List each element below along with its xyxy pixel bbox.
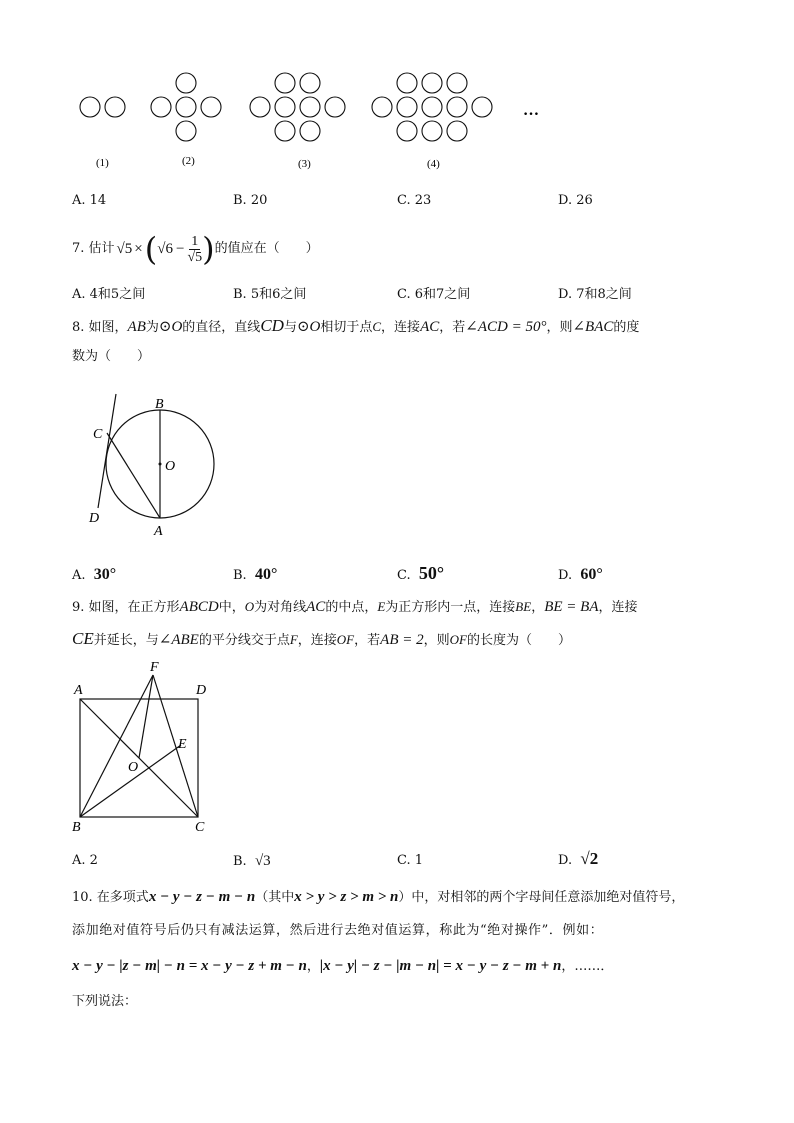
- q9-option-value: √3: [254, 853, 271, 869]
- q7-suffix: 的值应在（ ）: [214, 241, 319, 256]
- q7-option-c[interactable]: C. 6和7之间: [397, 287, 471, 302]
- q8-label-b: B: [155, 397, 164, 412]
- pattern-2-circle: [201, 97, 221, 117]
- q9-option-value: 2: [89, 853, 98, 868]
- q9-text: 为对角线: [254, 600, 307, 615]
- q9-text: 中，: [218, 600, 245, 615]
- q9-label-c: C: [195, 820, 205, 835]
- pattern-3-circle: [300, 121, 320, 141]
- q9-math-e: E: [377, 599, 386, 614]
- q8-math-c: C: [372, 319, 382, 334]
- q9-label-o: O: [128, 760, 139, 775]
- q9-stem-line1: [72, 598, 638, 617]
- pattern-3-circle: [300, 73, 320, 93]
- q9-option-value: 1: [414, 853, 424, 868]
- q7-sqrt5: √5: [116, 241, 133, 257]
- q9-option-letter: C.: [397, 853, 411, 868]
- pattern-3-circle: [275, 73, 295, 93]
- pattern-1-circle: [105, 97, 125, 117]
- q8-option-b[interactable]: [233, 566, 277, 585]
- q10-polynomial: x − y − z − m − n: [148, 889, 256, 905]
- pattern-3-circle: [325, 97, 345, 117]
- q9-text: 的平分线交于点: [198, 633, 290, 648]
- q7-option-b[interactable]: B. 5和6之间: [233, 287, 307, 302]
- q7-left-paren: (: [144, 230, 158, 268]
- q10-stem-line1: [72, 888, 684, 907]
- pattern-caption: (3): [298, 158, 311, 170]
- q8-math-angle-acd: ∠ACD = 50°: [465, 319, 547, 335]
- q9-text: 的长度为（ ）: [466, 633, 571, 648]
- q9-math-f: F: [289, 632, 298, 647]
- q7-times: ×: [134, 241, 143, 257]
- q9-label-a: A: [74, 683, 83, 698]
- q9-text: 的中点，: [325, 600, 378, 615]
- pattern-4-circle: [422, 121, 442, 141]
- q9-math-be-eq-ba: BE = BA: [544, 599, 599, 615]
- pattern-3-circle: [250, 97, 270, 117]
- pattern-caption: (1): [96, 157, 109, 169]
- q8-label-d: D: [89, 511, 100, 526]
- q7-stem: [72, 229, 319, 269]
- q9-diagonal-bd-part: [80, 745, 181, 817]
- q8-math-circle-o: ⊙O: [158, 319, 183, 335]
- q9-option-value: √2: [580, 849, 599, 868]
- q6-option-c[interactable]: C. 23: [397, 193, 432, 208]
- q8-text: 的度: [613, 320, 640, 335]
- q8-option-letter: D.: [558, 568, 573, 583]
- pattern-4-circle: [397, 97, 417, 117]
- q8-circle-figure: [80, 390, 230, 540]
- pattern-4-circle: [397, 121, 417, 141]
- q9-math-ab-eq-2: AB = 2: [380, 632, 424, 648]
- q9-text: 并延长，与: [93, 633, 159, 648]
- q9-option-c[interactable]: [397, 852, 423, 870]
- q9-text: 9. 如图，在正方形: [72, 600, 180, 615]
- q9-option-a[interactable]: [72, 852, 98, 870]
- q9-segment-cf: [153, 675, 198, 817]
- q8-option-letter: C.: [397, 568, 411, 583]
- q9-text: ，则: [423, 633, 450, 648]
- q10-text: 10. 在多项式: [72, 890, 149, 905]
- q8-text: 相切于点: [320, 320, 373, 335]
- q8-option-letter: A.: [72, 568, 86, 583]
- q9-math-abcd: ABCD: [179, 599, 219, 615]
- q10-example-2: |x − y| − z − |m − n| = x − y − z − m + n: [319, 958, 562, 974]
- pattern-4-circle: [372, 97, 392, 117]
- pattern-2-circle: [176, 73, 196, 93]
- q9-square-figure: [65, 655, 225, 840]
- pattern-2-circle: [176, 97, 196, 117]
- q8-label-o: O: [165, 459, 176, 474]
- q8-math-ac: AC: [420, 319, 440, 335]
- q10-statements-label: 下列说法：: [72, 994, 138, 1009]
- q8-option-value: 60°: [580, 566, 603, 583]
- q9-math-of: OF: [449, 632, 467, 647]
- q9-option-letter: A.: [72, 853, 86, 868]
- pattern-4-circle: [447, 73, 467, 93]
- pattern-caption: (4): [427, 158, 440, 170]
- pattern-2-circle: [151, 97, 171, 117]
- q8-text: 为: [145, 320, 159, 335]
- q7-right-paren: ): [202, 230, 215, 268]
- q7-sqrt6: √6: [157, 241, 173, 257]
- q9-math-ce: CE: [72, 629, 94, 648]
- pattern-4-circle: [447, 121, 467, 141]
- q7-option-d[interactable]: D. 7和8之间: [558, 287, 632, 302]
- q10-ending: ，……．: [561, 959, 614, 974]
- q8-option-value: 50°: [418, 563, 445, 583]
- q8-math-angle-bac: ∠BAC: [572, 319, 614, 335]
- q9-text: ，连接: [598, 600, 638, 615]
- q9-math-o: O: [244, 599, 255, 614]
- q8-option-letter: B.: [233, 568, 247, 583]
- q7-number: 7. 估计: [72, 241, 115, 256]
- q8-math-ab: AB: [127, 319, 146, 335]
- q9-text: ，若: [354, 633, 381, 648]
- q8-chord-ac: [107, 433, 160, 518]
- q9-text: 为正方形内一点，连接: [385, 600, 516, 615]
- pattern-3-circle: [300, 97, 320, 117]
- q8-center-dot: [159, 463, 162, 466]
- q9-option-letter: D.: [558, 853, 573, 868]
- q9-math-be: BE: [515, 599, 532, 614]
- q9-math-of: OF: [336, 632, 355, 647]
- q7-frac-num: 1: [191, 233, 199, 249]
- q8-stem-line1: [72, 317, 639, 337]
- pattern-4-circle: [422, 97, 442, 117]
- q8-math-cd: CD: [260, 316, 284, 335]
- pattern-4-circle: [422, 73, 442, 93]
- q9-stem-line2: [72, 630, 571, 650]
- q9-option-letter: B.: [233, 854, 247, 869]
- q8-stem-line2: 数为（ ）: [72, 349, 151, 364]
- q6-option-d[interactable]: D. 26: [558, 193, 593, 208]
- q10-separator: ，: [306, 959, 320, 974]
- pattern-caption: (2): [182, 155, 195, 167]
- pattern-3-circle: [275, 97, 295, 117]
- q8-label-a: A: [154, 524, 163, 539]
- pattern-2-circle: [176, 121, 196, 141]
- circle-pattern-figure: [60, 60, 560, 185]
- pattern-4-circle: [447, 97, 467, 117]
- q7-frac-den: √5: [187, 249, 203, 265]
- pattern-3-circle: [275, 121, 295, 141]
- q8-text: ，连接: [381, 320, 421, 335]
- q10-condition: x > y > z > m > n: [294, 889, 399, 905]
- q8-option-a[interactable]: [72, 566, 116, 585]
- q10-example-1: x − y − |z − m| − n = x − y − z + m − n: [72, 958, 307, 974]
- pattern-1-circle: [80, 97, 100, 117]
- q8-math-circle-o: ⊙O: [296, 319, 321, 335]
- q9-label-b: B: [72, 820, 81, 835]
- q8-option-d[interactable]: [558, 566, 603, 585]
- q9-text: ，: [531, 600, 545, 615]
- q7-minus: −: [175, 241, 185, 257]
- q8-text: 8. 如图，: [72, 320, 128, 335]
- pattern-4-circle: [472, 97, 492, 117]
- q8-label-c: C: [93, 427, 103, 442]
- q6-option-b[interactable]: B. 20: [233, 193, 268, 208]
- q9-math-angle-abe: ∠ABE: [158, 632, 199, 648]
- q8-text: ，若: [439, 320, 466, 335]
- q6-option-a[interactable]: A. 14: [72, 193, 107, 208]
- q10-text: （其中: [255, 890, 295, 905]
- q9-label-d: D: [196, 683, 207, 698]
- q7-option-a[interactable]: A. 4和5之间: [72, 287, 146, 302]
- q9-math-ac: AC: [306, 599, 326, 615]
- q8-option-c[interactable]: [397, 564, 444, 585]
- q8-text: ，则: [546, 320, 573, 335]
- q9-option-d[interactable]: [558, 850, 598, 870]
- q10-text: ）中，对相邻的两个字母间任意添加绝对值符号，: [398, 890, 685, 905]
- q8-option-value: 30°: [93, 566, 117, 583]
- pattern-ellipsis: …: [523, 102, 539, 119]
- q8-option-value: 40°: [254, 566, 278, 583]
- q9-segment-bf: [80, 675, 153, 817]
- q9-text: ，连接: [297, 633, 337, 648]
- q10-examples: [72, 957, 613, 976]
- q9-option-b[interactable]: [233, 852, 271, 871]
- q9-label-e: E: [178, 737, 187, 752]
- q9-label-f: F: [150, 660, 159, 675]
- q8-text: 与: [283, 320, 297, 335]
- pattern-4-circle: [397, 73, 417, 93]
- q8-text: 的直径，直线: [182, 320, 261, 335]
- q10-stem-line2: 添加绝对值符号后仍只有减法运算，然后进行去绝对值运算，称此为“绝对操作”．例如：: [72, 923, 604, 938]
- q7-fraction: [187, 234, 202, 265]
